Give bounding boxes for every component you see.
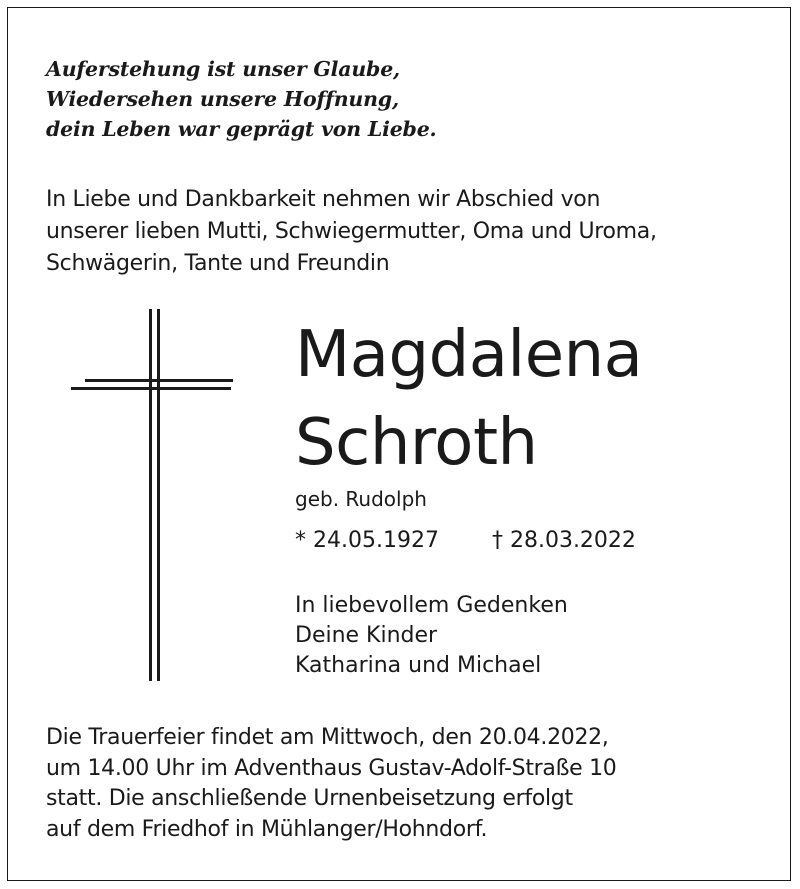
poem: [46, 54, 436, 144]
service-info: [46, 723, 616, 845]
birth-date: * 24.05.1927: [295, 528, 439, 553]
service-line: um 14.00 Uhr im Adventhaus Gustav-Adolf-Straße 10: [46, 755, 617, 781]
poem-line: dein Leben war geprägt von Liebe.: [46, 117, 437, 141]
service-line: auf dem Friedhof in Mühlanger/Hohndorf.: [46, 816, 488, 842]
mourners-line: Deine Kinder: [295, 623, 438, 648]
obituary-frame: [7, 7, 791, 881]
life-dates: [295, 526, 636, 556]
poem-line: Wiedersehen unsere Hoffnung,: [46, 87, 399, 111]
mourners: [295, 591, 568, 681]
mourners-line: Katharina und Michael: [295, 653, 542, 678]
intro-line: unserer lieben Mutti, Schwiegermutter, Oma und Uroma,: [46, 219, 657, 244]
death-date: † 28.03.2022: [491, 528, 636, 553]
mourners-line: In liebevollem Gedenken: [295, 593, 568, 618]
maiden-name: geb. Rudolph: [295, 487, 427, 511]
intro-line: In Liebe und Dankbarkeit nehmen wir Abschied von: [46, 187, 601, 212]
cross-icon: [69, 309, 239, 685]
intro-line: Schwägerin, Tante und Freundin: [46, 251, 390, 276]
first-name: Magdalena: [295, 318, 643, 392]
poem-line: Auferstehung ist unser Glaube,: [46, 57, 400, 81]
intro-text: [46, 184, 657, 280]
service-line: statt. Die anschließende Urnenbeisetzung erfolgt: [46, 786, 573, 811]
deceased-name: [295, 311, 642, 487]
service-line: Die Trauerfeier findet am Mittwoch, den 20.04.2022,: [46, 725, 609, 750]
last-name: Schroth: [295, 406, 538, 480]
